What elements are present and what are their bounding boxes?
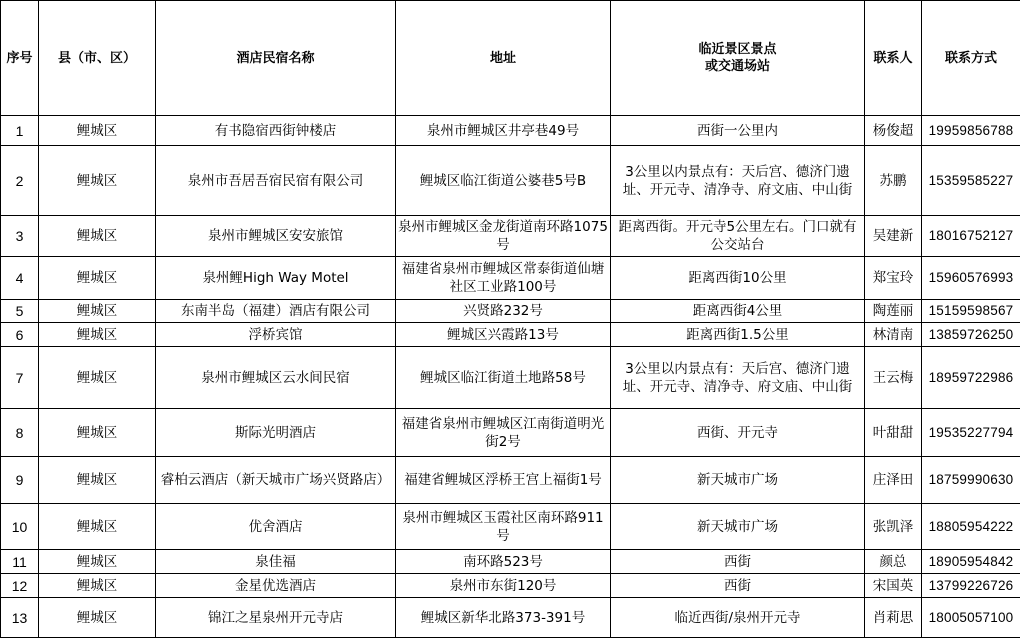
row-district: 鲤城区 bbox=[39, 550, 156, 574]
row-district: 鲤城区 bbox=[39, 574, 156, 598]
table-row bbox=[1, 550, 1020, 574]
row-contact-person: 林清南 bbox=[865, 323, 922, 347]
row-contact-phone: 18759990630 bbox=[922, 457, 1020, 504]
row-index: 8 bbox=[1, 409, 39, 457]
row-nearby: 距离西街1.5公里 bbox=[611, 323, 865, 347]
row-contact-phone: 18005057100 bbox=[922, 598, 1020, 638]
header-row bbox=[1, 1, 1020, 116]
row-index: 9 bbox=[1, 457, 39, 504]
row-address: 南环路523号 bbox=[396, 550, 611, 574]
row-contact-phone: 15359585227 bbox=[922, 146, 1020, 216]
table-row bbox=[1, 409, 1020, 457]
row-contact-phone: 18959722986 bbox=[922, 347, 1020, 409]
table-row bbox=[1, 146, 1020, 216]
row-index: 3 bbox=[1, 216, 39, 257]
row-hotel-name: 浮桥宾馆 bbox=[156, 323, 396, 347]
row-contact-phone: 15159598567 bbox=[922, 300, 1020, 323]
row-contact-phone: 19959856788 bbox=[922, 116, 1020, 146]
row-address: 福建省鲤城区浮桥王宫上福街1号 bbox=[396, 457, 611, 504]
row-index: 5 bbox=[1, 300, 39, 323]
row-district: 鲤城区 bbox=[39, 598, 156, 638]
row-contact-phone: 18905954842 bbox=[922, 550, 1020, 574]
row-index: 2 bbox=[1, 146, 39, 216]
row-hotel-name: 泉州鲤High Way Motel bbox=[156, 257, 396, 300]
row-address: 鲤城区新华北路373-391号 bbox=[396, 598, 611, 638]
row-district: 鲤城区 bbox=[39, 323, 156, 347]
row-contact-phone: 18016752127 bbox=[922, 216, 1020, 257]
table-row bbox=[1, 574, 1020, 598]
row-index: 1 bbox=[1, 116, 39, 146]
row-index: 6 bbox=[1, 323, 39, 347]
row-address: 泉州市东街120号 bbox=[396, 574, 611, 598]
row-hotel-name: 锦江之星泉州开元寺店 bbox=[156, 598, 396, 638]
row-contact-phone: 13859726250 bbox=[922, 323, 1020, 347]
row-contact-person: 苏鹏 bbox=[865, 146, 922, 216]
row-district: 鲤城区 bbox=[39, 216, 156, 257]
row-contact-phone: 18805954222 bbox=[922, 504, 1020, 550]
row-nearby: 3公里以内景点有：天后宫、德济门遗址、开元寺、清净寺、府文庙、中山街 bbox=[611, 347, 865, 409]
row-address: 兴贤路232号 bbox=[396, 300, 611, 323]
row-contact-phone: 15960576993 bbox=[922, 257, 1020, 300]
row-contact-person: 庄泽田 bbox=[865, 457, 922, 504]
header-district: 县（市、区） bbox=[39, 1, 156, 116]
row-hotel-name: 睿柏云酒店（新天城市广场兴贤路店） bbox=[156, 457, 396, 504]
row-hotel-name: 金星优选酒店 bbox=[156, 574, 396, 598]
row-address: 泉州市鲤城区井亭巷49号 bbox=[396, 116, 611, 146]
row-district: 鲤城区 bbox=[39, 300, 156, 323]
table-row bbox=[1, 504, 1020, 550]
table-row bbox=[1, 216, 1020, 257]
header-index: 序号 bbox=[1, 1, 39, 116]
row-address: 福建省泉州市鲤城区常泰街道仙塘社区工业路100号 bbox=[396, 257, 611, 300]
row-address: 泉州市鲤城区金龙街道南环路1075号 bbox=[396, 216, 611, 257]
row-nearby: 西街一公里内 bbox=[611, 116, 865, 146]
row-nearby: 距离西街。开元寺5公里左右。门口就有公交站台 bbox=[611, 216, 865, 257]
row-contact-person: 肖莉思 bbox=[865, 598, 922, 638]
table-row bbox=[1, 598, 1020, 638]
row-index: 10 bbox=[1, 504, 39, 550]
table-row bbox=[1, 347, 1020, 409]
header-address: 地址 bbox=[396, 1, 611, 116]
row-contact-person: 叶甜甜 bbox=[865, 409, 922, 457]
header-hotel-name: 酒店民宿名称 bbox=[156, 1, 396, 116]
row-hotel-name: 有书隐宿西街钟楼店 bbox=[156, 116, 396, 146]
row-nearby: 3公里以内景点有：天后宫、德济门遗址、开元寺、清净寺、府文庙、中山街 bbox=[611, 146, 865, 216]
row-hotel-name: 斯际光明酒店 bbox=[156, 409, 396, 457]
row-district: 鲤城区 bbox=[39, 457, 156, 504]
row-hotel-name: 优舍酒店 bbox=[156, 504, 396, 550]
row-contact-person: 宋国英 bbox=[865, 574, 922, 598]
row-contact-person: 杨俊超 bbox=[865, 116, 922, 146]
row-address: 鲤城区兴霞路13号 bbox=[396, 323, 611, 347]
row-district: 鲤城区 bbox=[39, 347, 156, 409]
table-row bbox=[1, 257, 1020, 300]
row-district: 鲤城区 bbox=[39, 116, 156, 146]
row-index: 11 bbox=[1, 550, 39, 574]
row-hotel-name: 泉州市吾居吾宿民宿有限公司 bbox=[156, 146, 396, 216]
header-contact-person: 联系人 bbox=[865, 1, 922, 116]
row-contact-person: 颜总 bbox=[865, 550, 922, 574]
table-row bbox=[1, 323, 1020, 347]
table-row bbox=[1, 116, 1020, 146]
row-hotel-name: 东南半岛（福建）酒店有限公司 bbox=[156, 300, 396, 323]
row-address: 福建省泉州市鲤城区江南街道明光街2号 bbox=[396, 409, 611, 457]
row-hotel-name: 泉州市鲤城区云水间民宿 bbox=[156, 347, 396, 409]
row-contact-person: 王云梅 bbox=[865, 347, 922, 409]
header-contact-phone: 联系方式 bbox=[922, 1, 1020, 116]
row-contact-phone: 19535227794 bbox=[922, 409, 1020, 457]
row-address: 泉州市鲤城区玉霞社区南环路911号 bbox=[396, 504, 611, 550]
row-address: 鲤城区临江街道公婆巷5号B bbox=[396, 146, 611, 216]
row-contact-person: 吴建新 bbox=[865, 216, 922, 257]
row-nearby: 新天城市广场 bbox=[611, 457, 865, 504]
row-hotel-name: 泉佳福 bbox=[156, 550, 396, 574]
row-nearby: 临近西街/泉州开元寺 bbox=[611, 598, 865, 638]
row-address: 鲤城区临江街道土地路58号 bbox=[396, 347, 611, 409]
row-nearby: 西街 bbox=[611, 574, 865, 598]
row-nearby: 西街 bbox=[611, 550, 865, 574]
row-index: 4 bbox=[1, 257, 39, 300]
row-nearby: 距离西街4公里 bbox=[611, 300, 865, 323]
row-district: 鲤城区 bbox=[39, 146, 156, 216]
row-index: 13 bbox=[1, 598, 39, 638]
row-contact-person: 陶莲丽 bbox=[865, 300, 922, 323]
row-nearby: 西街、开元寺 bbox=[611, 409, 865, 457]
row-nearby: 距离西街10公里 bbox=[611, 257, 865, 300]
row-hotel-name: 泉州市鲤城区安安旅馆 bbox=[156, 216, 396, 257]
row-district: 鲤城区 bbox=[39, 257, 156, 300]
row-district: 鲤城区 bbox=[39, 504, 156, 550]
row-district: 鲤城区 bbox=[39, 409, 156, 457]
table-row bbox=[1, 300, 1020, 323]
header-nearby-attractions: 临近景区景点 或交通场站 bbox=[611, 1, 865, 116]
row-index: 12 bbox=[1, 574, 39, 598]
row-nearby: 新天城市广场 bbox=[611, 504, 865, 550]
table-row bbox=[1, 457, 1020, 504]
row-index: 7 bbox=[1, 347, 39, 409]
row-contact-person: 郑宝玲 bbox=[865, 257, 922, 300]
row-contact-person: 张凯泽 bbox=[865, 504, 922, 550]
row-contact-phone: 13799226726 bbox=[922, 574, 1020, 598]
